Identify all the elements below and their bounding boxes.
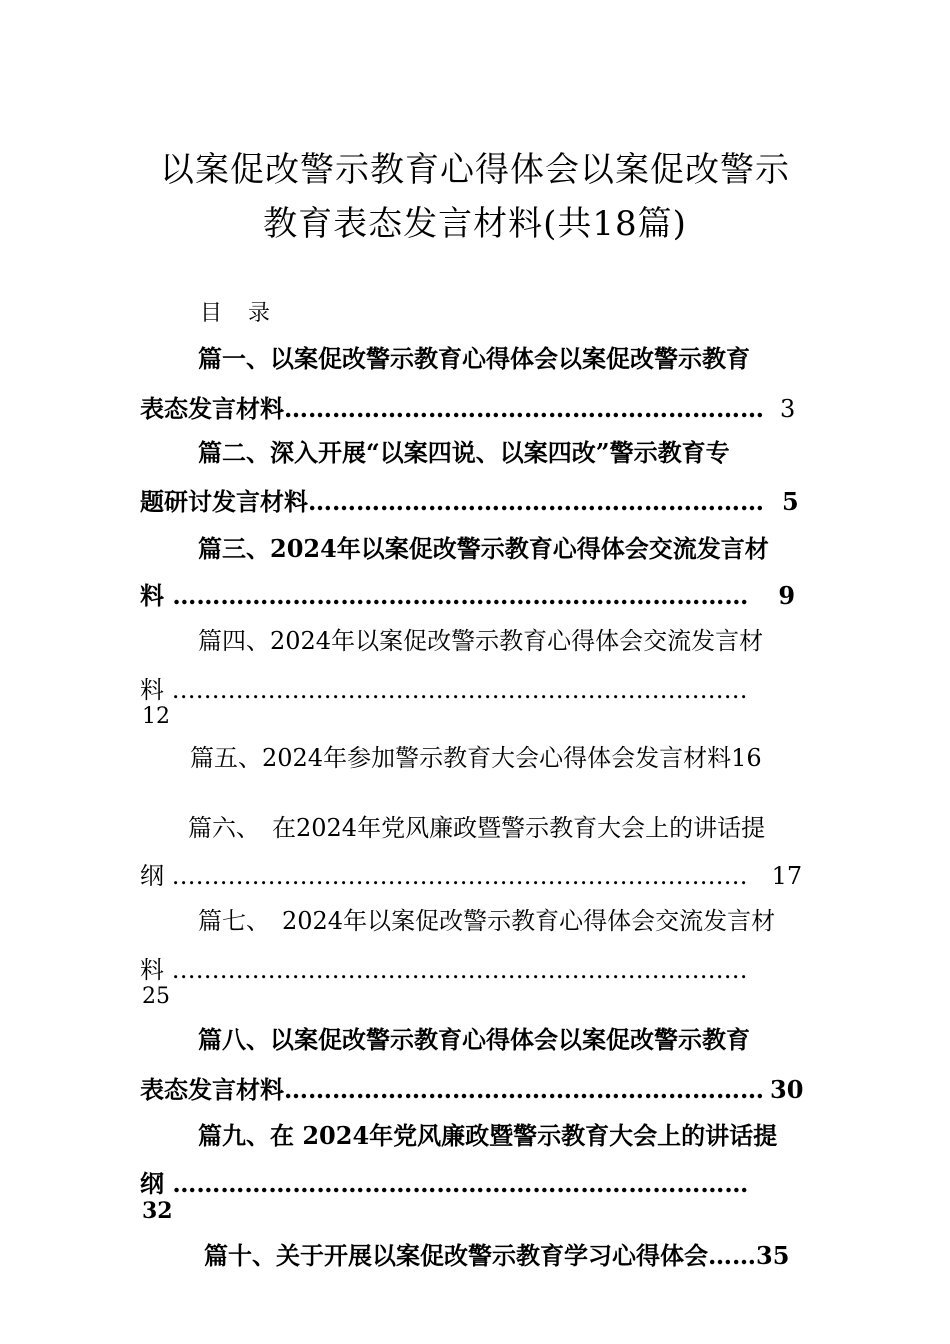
toc-entry-2-page: 5 <box>782 487 799 516</box>
toc-entry-7-page: 25 <box>142 984 170 1009</box>
toc-entry-3-line-2 <box>140 580 795 612</box>
toc-entry-8-dots: …………………………………………………… <box>284 1075 764 1104</box>
toc-entry-7-line-1: 篇七、 2024年以案促改警示教育心得体会交流发言材 <box>198 907 776 935</box>
document-title-line-1: 以案促改警示教育心得体会以案促改警示 <box>160 150 790 190</box>
toc-entry-3-page: 9 <box>778 581 796 610</box>
toc-entry-9-line-1: 篇九、在 2024年党风廉政暨警示教育大会上的讲话提 <box>198 1121 778 1150</box>
toc-entry-3-line-1: 篇三、2024年以案促改警示教育心得体会交流发言材 <box>198 534 769 563</box>
toc-entry-2-line-1: 篇二、深入开展“以案四说、以案四改”警示教育专 <box>198 438 730 467</box>
toc-entry-6-line-1: 篇六、 在2024年党风廉政暨警示教育大会上的讲话提 <box>188 814 766 842</box>
toc-entry-8-line-1: 篇八、以案促改警示教育心得体会以案促改警示教育 <box>198 1025 750 1054</box>
toc-entry-8-line-2 <box>140 1074 803 1106</box>
toc-entry-7-dots: ……………………………………………………………… <box>171 956 748 984</box>
toc-entry-10-text: 篇十、关于开展以案促改警示教育学习心得体会 <box>204 1241 708 1270</box>
toc-entry-8-page: 30 <box>770 1075 804 1104</box>
toc-entry-4-page: 12 <box>142 704 170 729</box>
toc-entry-1-page: 3 <box>780 395 796 423</box>
toc-entry-2-line-2 <box>140 486 799 518</box>
toc-entry-4-line-2 <box>140 674 784 706</box>
toc-entry-4-dots: ……………………………………………………………… <box>171 676 748 704</box>
toc-entry-5-line-1: 篇五、2024年参加警示教育大会心得体会发言材料16 <box>190 744 762 772</box>
toc-entry-6-page: 17 <box>771 862 803 890</box>
toc-entry-10-page: 35 <box>756 1241 790 1270</box>
toc-entry-6-text: 纲 <box>140 862 172 890</box>
toc-entry-2-dots: ………………………………………………… <box>308 487 764 516</box>
toc-entry-6-dots: ……………………………………………………………… <box>171 862 748 890</box>
toc-entry-9-dots: ……………………………………………………………… <box>172 1169 749 1198</box>
toc-heading: 目录 <box>200 301 297 326</box>
toc-entry-1-line-2 <box>140 393 795 425</box>
toc-entry-9-text: 纲 <box>140 1169 173 1198</box>
toc-entry-9-line-2 <box>140 1168 784 1200</box>
toc-entry-1-text: 表态发言材料 <box>140 394 284 423</box>
toc-entry-4-line-1: 篇四、2024年以案促改警示教育心得体会交流发言材 <box>198 627 764 655</box>
toc-entry-3-dots: ……………………………………………………………… <box>172 581 749 610</box>
toc-entry-1-dots: …………………………………………………… <box>284 394 764 423</box>
toc-entry-7-line-2 <box>140 954 784 986</box>
toc-entry-3-text: 料 <box>140 581 173 610</box>
toc-entry-7-text: 料 <box>140 956 172 984</box>
toc-entry-6-line-2 <box>140 860 802 892</box>
toc-entry-9-page: 32 <box>142 1198 173 1224</box>
toc-entry-8-text: 表态发言材料 <box>140 1075 284 1104</box>
toc-entry-10-line-1 <box>204 1240 789 1272</box>
toc-entry-4-text: 料 <box>140 676 172 704</box>
document-title-line-2: 教育表态发言材料(共18篇) <box>263 204 687 244</box>
toc-entry-10-dots: …… <box>708 1241 756 1270</box>
toc-entry-2-text: 题研讨发言材料 <box>140 487 308 516</box>
toc-entry-1-line-1: 篇一、以案促改警示教育心得体会以案促改警示教育 <box>198 344 750 373</box>
